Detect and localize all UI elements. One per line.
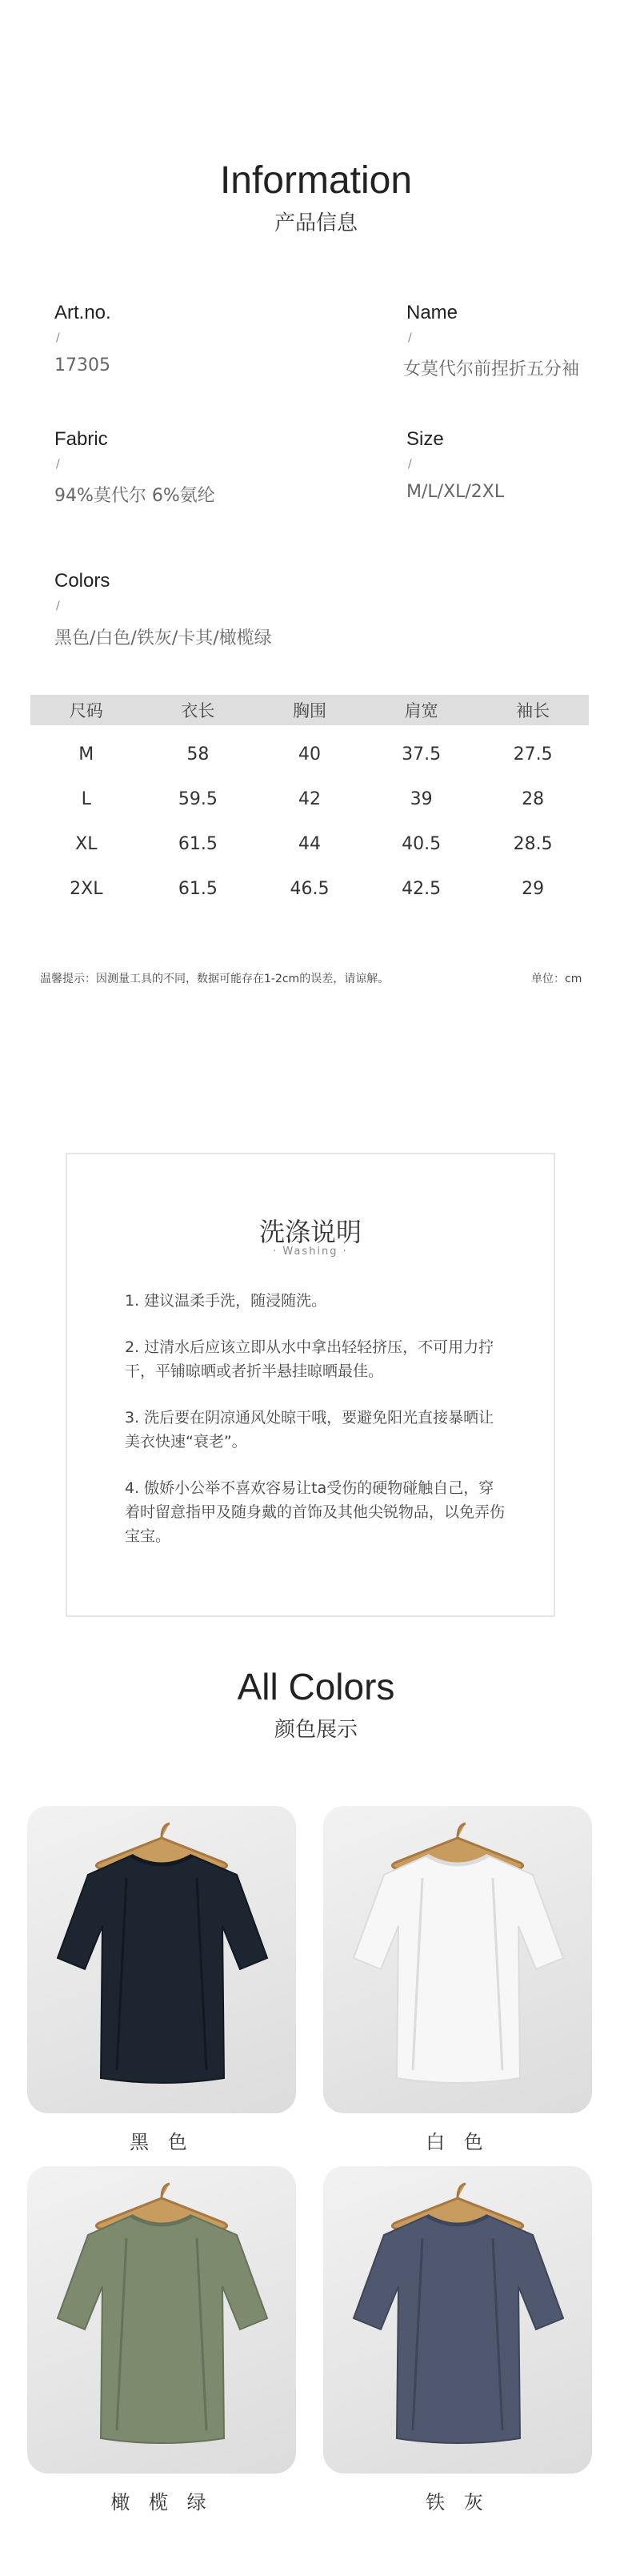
- color-label-black: 黑 色: [130, 2131, 194, 2153]
- unit-note: 单位：cm: [531, 973, 582, 985]
- table-cell: 61.5: [178, 878, 218, 899]
- measurement-note: 温馨提示：因测量工具的不同，数据可能存在1-2cm的误差，请谅解。: [40, 973, 390, 985]
- name-slash: /: [408, 331, 412, 344]
- size-table-header-cell: 袖长: [516, 701, 550, 720]
- name-value: 女莫代尔前捏折五分袖: [403, 359, 580, 379]
- tshirt-body: [58, 2216, 267, 2443]
- size-label: Size: [406, 428, 444, 450]
- table-cell: 58: [186, 744, 210, 764]
- table-cell: 39: [410, 788, 433, 809]
- table-cell: XL: [75, 833, 98, 854]
- colors-label: Colors: [54, 570, 110, 592]
- color-card-olive[interactable]: [27, 2166, 296, 2474]
- size-table-header-cell: 尺码: [69, 701, 103, 720]
- washing-title: 洗涤说明: [258, 1217, 362, 1247]
- color-card-black[interactable]: [27, 1806, 296, 2113]
- table-row: [30, 732, 589, 776]
- washing-item: 4. 傲娇小公举不喜欢容易让ta受伤的硬物碰触自己，穿着时留意指甲及随身戴的首饰及其他尖锐物品，以免弄伤宝宝。: [125, 1479, 506, 1545]
- info-title: Information: [219, 159, 413, 202]
- table-cell: 40: [298, 744, 321, 764]
- tshirt-image: [27, 2166, 296, 2474]
- art-no-value: 17305: [54, 355, 110, 375]
- washing-subtitle: · Washing ·: [273, 1246, 348, 1258]
- table-cell: 2XL: [70, 878, 103, 899]
- tshirt-image: [323, 1806, 592, 2113]
- table-cell: 37.5: [402, 744, 442, 764]
- table-row: [30, 821, 589, 866]
- color-label-white: 白 色: [426, 2131, 490, 2153]
- color-label-iron-gray: 铁 灰: [426, 2491, 490, 2514]
- table-cell: 28: [522, 788, 545, 809]
- washing-item: 2. 过清水后应该立即从水中拿出轻轻挤压，不可用力拧干，平铺晾晒或者折半悬挂晾晒最佳。: [125, 1338, 494, 1380]
- tshirt-image: [27, 1806, 296, 2113]
- table-cell: 44: [298, 833, 321, 854]
- table-row: [30, 776, 589, 821]
- fabric-slash: /: [56, 458, 60, 471]
- art-no-slash: /: [56, 331, 60, 344]
- color-card-iron-gray[interactable]: [323, 2166, 592, 2474]
- size-table-header-cell: 肩宽: [404, 701, 438, 720]
- washing-item: 1. 建议温柔手洗，随浸随洗。: [125, 1292, 327, 1310]
- colors-value: 黑色/白色/铁灰/卡其/橄榄绿: [54, 628, 272, 648]
- tshirt-image: [323, 2166, 592, 2474]
- size-slash: /: [408, 458, 412, 471]
- colors-slash: /: [56, 600, 60, 612]
- washing-card: [66, 1153, 555, 1617]
- tshirt-body: [354, 2216, 563, 2443]
- size-table-header-cell: 胸围: [292, 701, 326, 720]
- table-cell: 42: [298, 788, 321, 809]
- table-cell: 27.5: [513, 744, 553, 764]
- table-cell: M: [78, 744, 94, 764]
- table-cell: 61.5: [178, 833, 218, 854]
- fabric-label: Fabric: [54, 428, 108, 450]
- table-cell: 28.5: [513, 833, 553, 854]
- fabric-value: 94%莫代尔 6%氨纶: [54, 486, 215, 506]
- table-cell: L: [81, 788, 91, 809]
- tshirt-body: [354, 1856, 563, 2083]
- table-cell: 46.5: [290, 878, 330, 899]
- size-table-header-cell: 衣长: [181, 701, 215, 720]
- table-cell: 42.5: [402, 878, 442, 899]
- size-value: M/L/XL/2XL: [406, 482, 505, 502]
- color-card-white[interactable]: [323, 1806, 592, 2113]
- table-cell: 29: [522, 878, 545, 899]
- all-colors-title: All Colors: [237, 1666, 395, 1707]
- washing-item: 3. 洗后要在阴凉通风处晾干哦，要避免阳光直接暴晒让美衣快速“衰老”。: [125, 1409, 494, 1451]
- table-cell: 59.5: [178, 788, 218, 809]
- all-colors-subtitle: 颜色展示: [274, 1718, 358, 1742]
- art-no-label: Art.no.: [54, 302, 111, 323]
- name-label: Name: [406, 302, 458, 323]
- color-label-olive: 橄 榄 绿: [110, 2491, 213, 2514]
- table-cell: 40.5: [402, 833, 442, 854]
- size-table: [30, 695, 589, 911]
- table-row: [30, 866, 589, 911]
- size-table-header: [30, 695, 589, 725]
- info-subtitle: 产品信息: [274, 211, 358, 235]
- tshirt-body: [58, 1856, 267, 2083]
